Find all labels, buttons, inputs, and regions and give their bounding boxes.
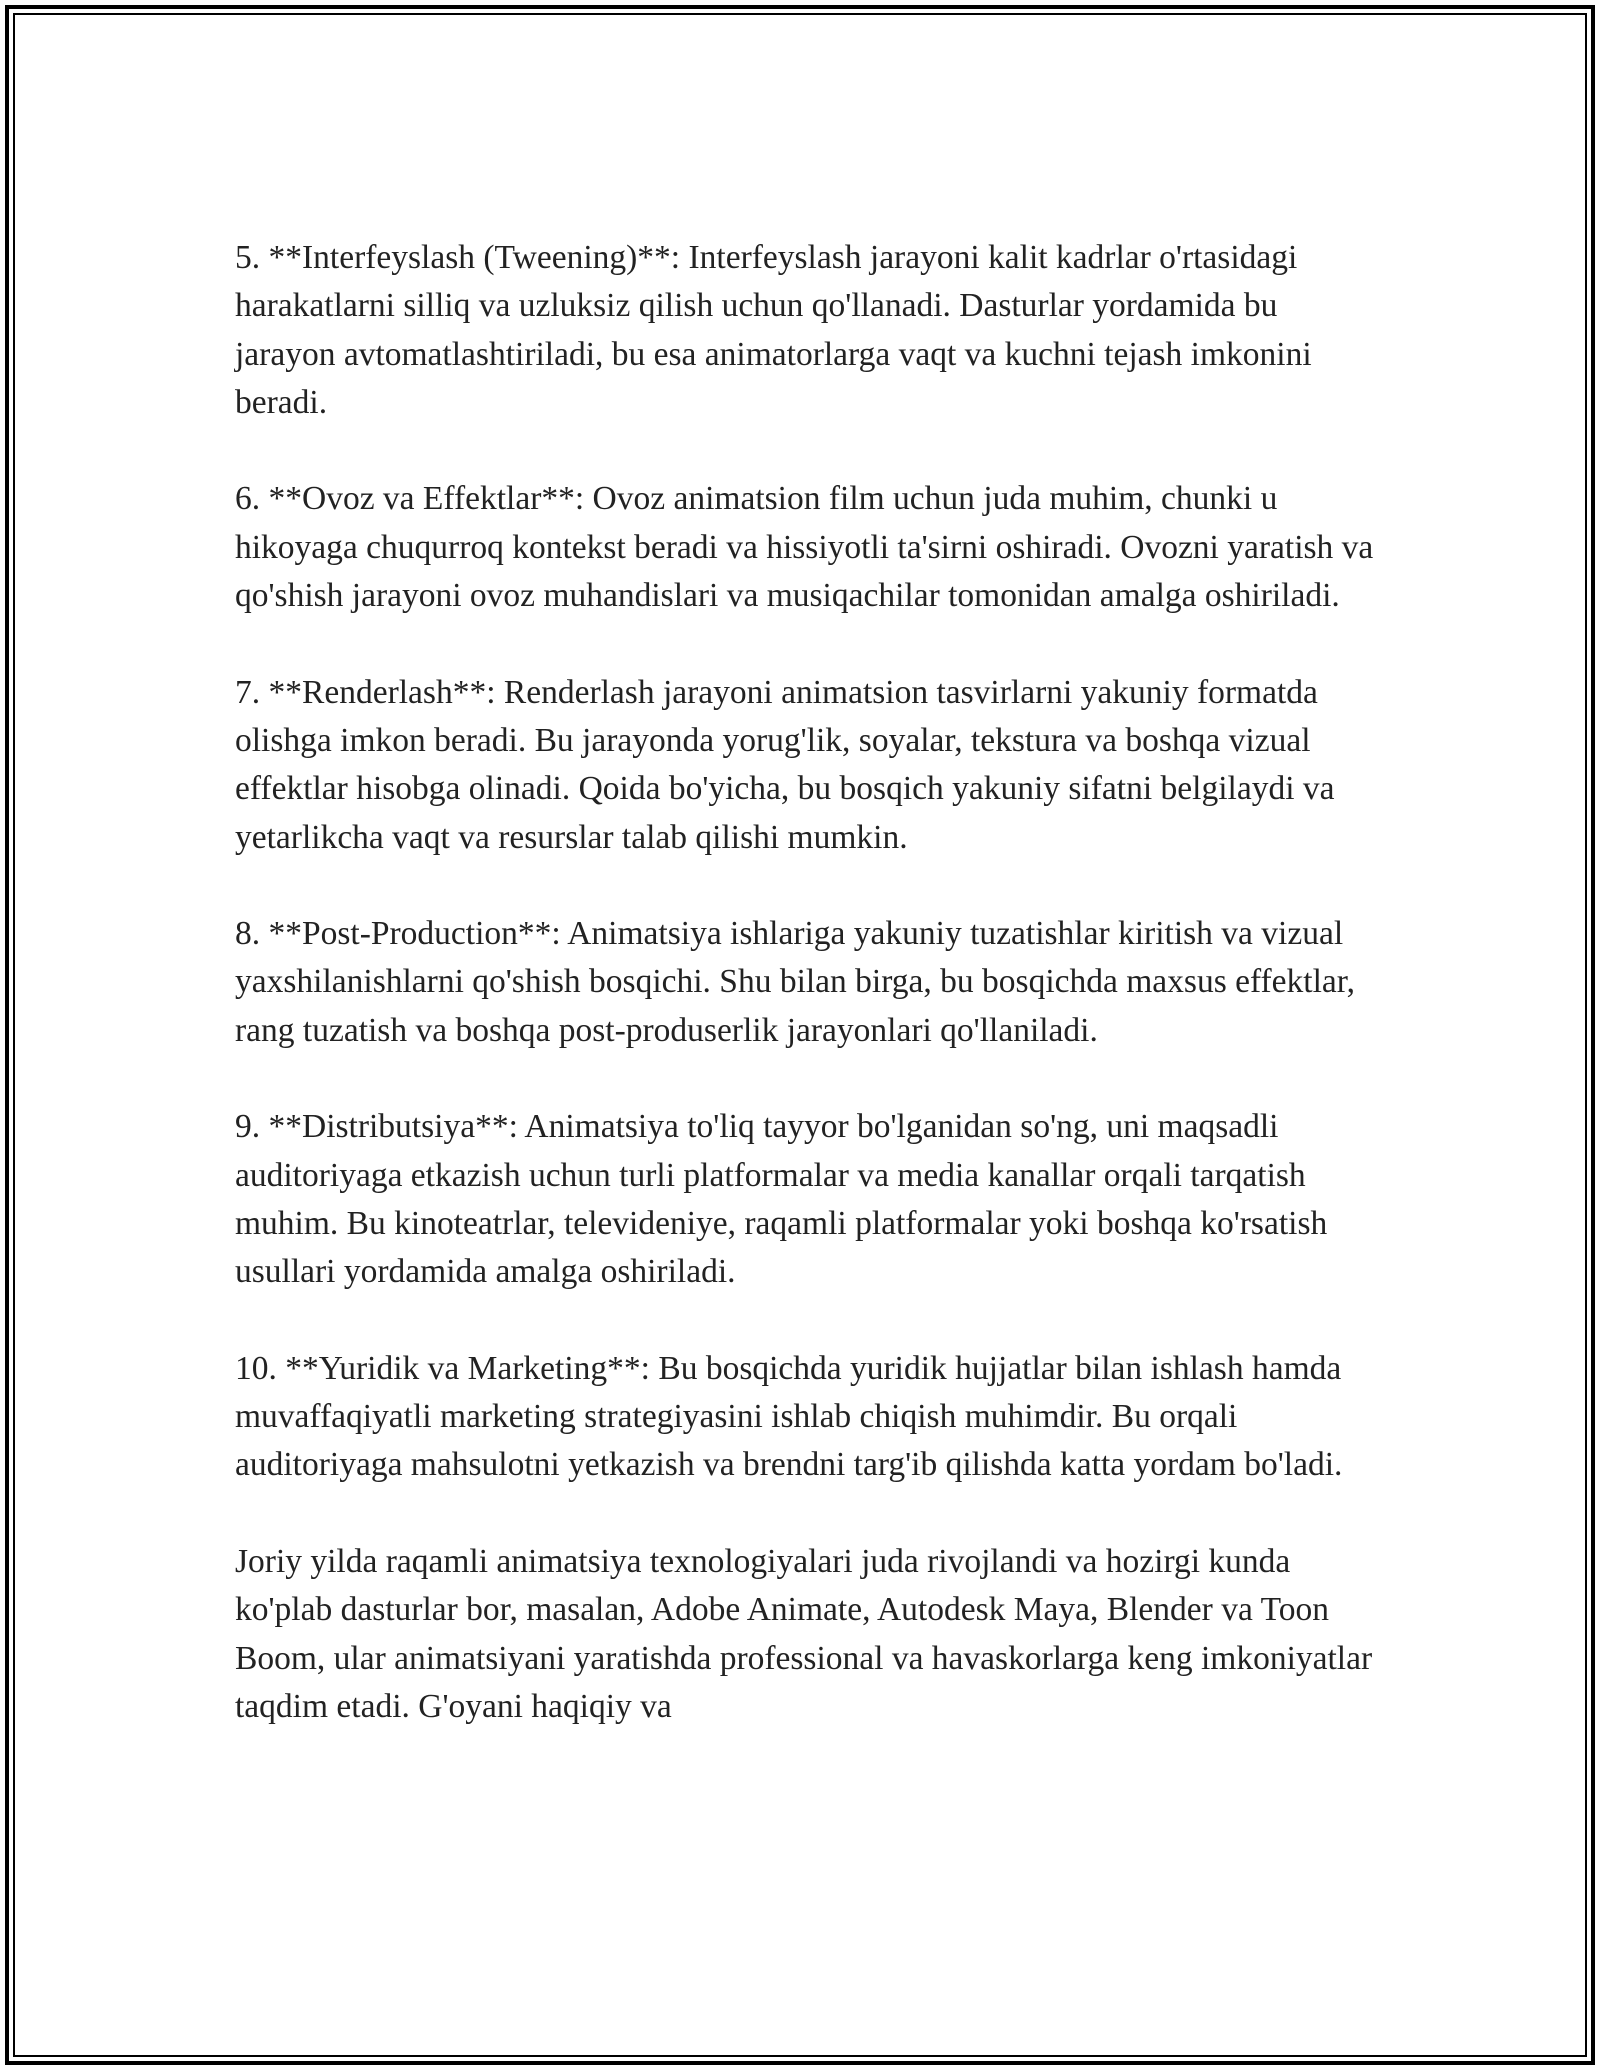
- paragraph-distribution: 9. **Distributsiya**: Animatsiya to'liq tayyor bo'lganidan so'ng, uni maqsadli auditoriyaga etkazish uchun turli platformalar va media kanallar orqali tarqatish muhim. Bu kinoteatrlar, televideniye, raqamli platformalar yoki boshqa ko'rsatish usullari yordamida amalga oshiriladi.: [235, 1108, 1328, 1291]
- paragraph-legal-marketing: 10. **Yuridik va Marketing**: Bu bosqichda yuridik hujjatlar bilan ishlash hamda muvaffaqiyatli marketing strategiyasini ishlab chiqish muhimdir. Bu orqali auditoriyaga mahsulotni yetkazish va brendni targ'ib qilishda katta yordam bo'ladi.: [235, 1349, 1343, 1484]
- paragraph-tweening: 5. **Interfeyslash (Tweening)**: Interfeyslash jarayoni kalit kadrlar o'rtasidagi harakatlarni silliq va uzluksiz qilish uchun qo'llanadi. Dasturlar yordamida bu jarayon avtomatlashtiriladi, bu esa animatorlarga vaqt va kuchni tejash imkonini beradi.: [235, 239, 1312, 421]
- paragraph-sound-effects: 6. **Ovoz va Effektlar**: Ovoz animatsion film uchun juda muhim, chunki u hikoyaga chuqurroq kontekst beradi va hissiyotli ta'sirni oshiradi. Ovozni yaratish va qo'shish jarayoni ovoz muhandislari va musiqachilar tomonidan amalga oshiriladi.: [235, 480, 1374, 615]
- paragraph-rendering: 7. **Renderlash**: Renderlash jarayoni animatsion tasvirlarni yakuniy formatda olishga imkon beradi. Bu jarayonda yorug'lik, soyalar, tekstura va boshqa vizual effektlar hisobga olinadi. Qoida bo'yicha, bu bosqich yakuniy sifatni belgilaydi va yetarlikcha vaqt va resurslar talab qilishi mumkin.: [235, 673, 1335, 856]
- paragraph-conclusion: Joriy yilda raqamli animatsiya texnologiyalari juda rivojlandi va hozirgi kunda ko'plab dasturlar bor, masalan, Adobe Animate, Autodesk Maya, Blender va Toon Boom, ular animatsiyani yaratishda professional va havaskorlarga keng imkoniyatlar taqdim etadi. G'oyani haqiqiy va: [235, 1543, 1373, 1725]
- document-body: [235, 234, 1375, 1731]
- paragraph-post-production: 8. **Post-Production**: Animatsiya ishlariga yakuniy tuzatishlar kiritish va vizual yaxshilanishlarni qo'shish bosqichi. Shu bilan birga, bu bosqichda maxsus effektlar, rang tuzatish va boshqa post-produserlik jarayonlari qo'llaniladi.: [235, 915, 1355, 1049]
